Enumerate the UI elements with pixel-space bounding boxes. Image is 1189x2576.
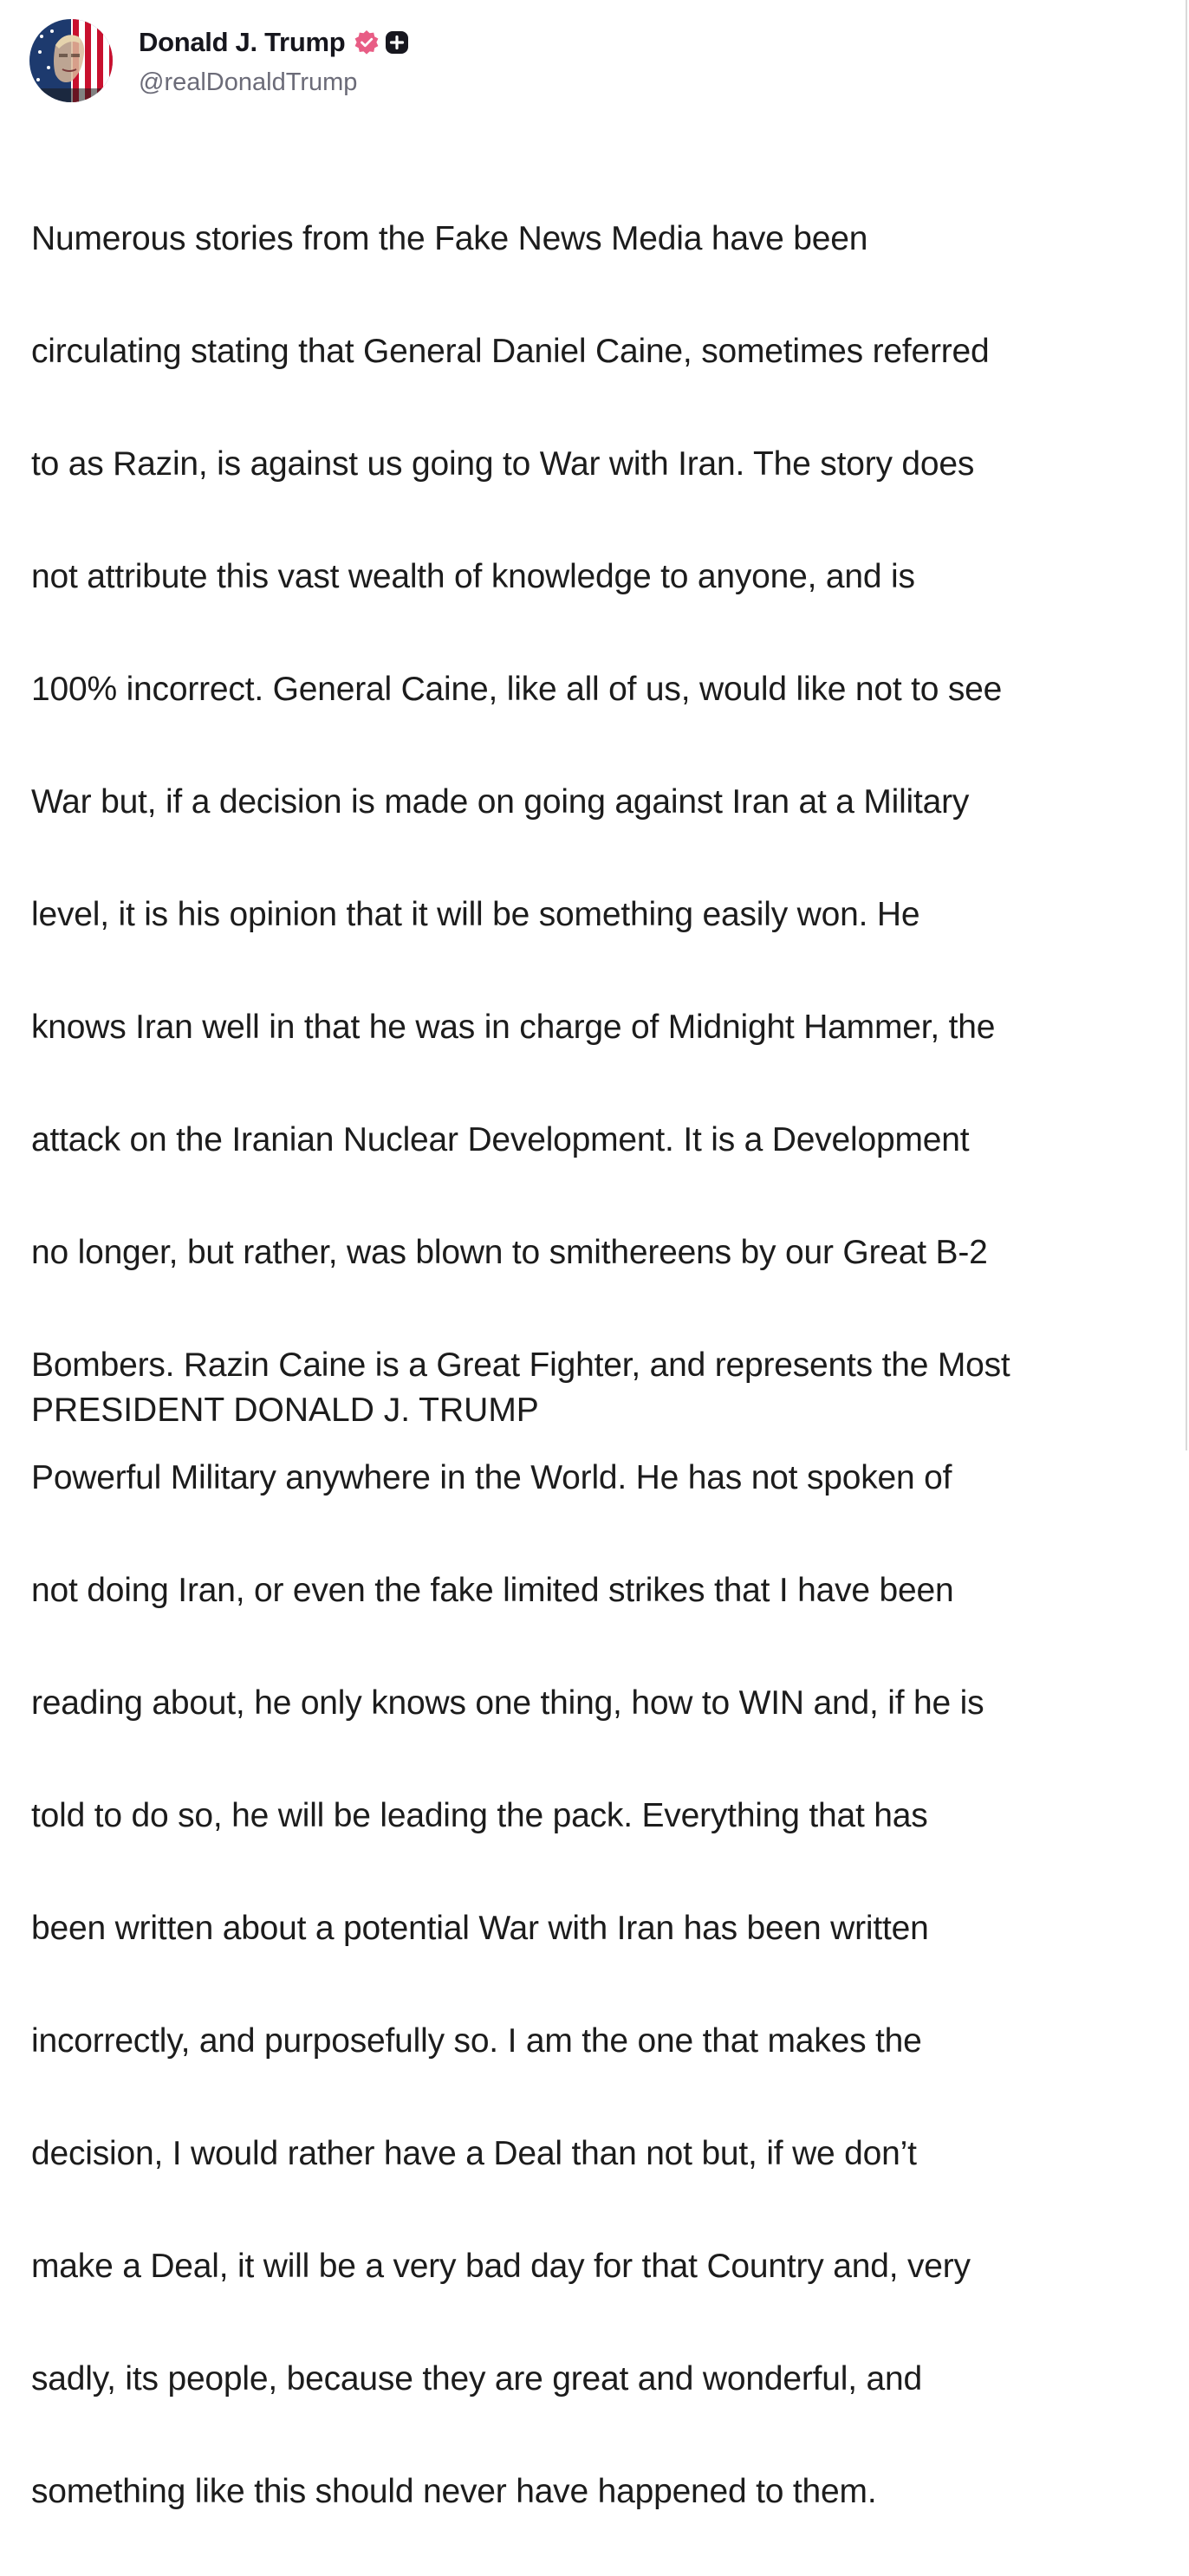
post-line: no longer, but rather, was blown to smithereens by our Great B-2: [31, 1234, 988, 1271]
post-signature: PRESIDENT DONALD J. TRUMP: [31, 1392, 539, 1429]
post-line: told to do so, he will be leading the pack. Everything that has: [31, 1797, 928, 1834]
post-line: not doing Iran, or even the fake limited strikes that I have been: [31, 1572, 954, 1609]
display-name[interactable]: Donald J. Trump: [139, 26, 346, 57]
post-line: Bombers. Razin Caine is a Great Fighter, and represents the Most: [31, 1346, 1010, 1384]
post-line: level, it is his opinion that it will be something easily won. He: [31, 896, 920, 933]
avatar[interactable]: [29, 19, 113, 102]
post-line: War but, if a decision is made on going against Iran at a Military: [31, 783, 970, 821]
post-line: Numerous stories from the Fake News Media have been: [31, 220, 868, 257]
post-line: attack on the Iranian Nuclear Development. It is a Development: [31, 1121, 970, 1158]
post-line: something like this should never have happened to them.: [31, 2473, 877, 2510]
author-identity: [139, 25, 409, 97]
plus-badge-icon: [385, 30, 409, 55]
post-line: knows Iran well in that he was in charge of Midnight Hammer, the: [31, 1009, 996, 1046]
post-line: reading about, he only knows one thing, how to WIN and, if he is: [31, 1684, 984, 1722]
name-row: [139, 25, 409, 60]
post-line: circulating stating that General Daniel Caine, sometimes referred: [31, 333, 990, 370]
post-line: sadly, its people, because they are great and wonderful, and: [31, 2360, 922, 2398]
post-line: not attribute this vast wealth of knowledge to anyone, and is: [31, 558, 915, 595]
post-header: [29, 19, 409, 102]
right-edge-divider: [1186, 0, 1187, 1450]
verified-badge-icon: [354, 29, 380, 55]
post-line: been written about a potential War with Iran has been written: [31, 1910, 929, 1947]
post-line: to as Razin, is against us going to War with Iran. The story does: [31, 445, 975, 483]
post-line: decision, I would rather have a Deal than not but, if we don’t: [31, 2135, 917, 2172]
post-line: Powerful Military anywhere in the World. He has not spoken of: [31, 1459, 952, 1496]
flag-portrait-avatar-icon: [29, 19, 113, 102]
post-body: [31, 154, 1166, 2576]
post-line: make a Deal, it will be a very bad day for that Country and, very: [31, 2248, 971, 2285]
post-line: incorrectly, and purposefully so. I am the one that makes the: [31, 2022, 922, 2060]
author-handle[interactable]: @realDonaldTrump: [139, 68, 358, 96]
post-line: 100% incorrect. General Caine, like all of us, would like not to see: [31, 671, 1003, 708]
